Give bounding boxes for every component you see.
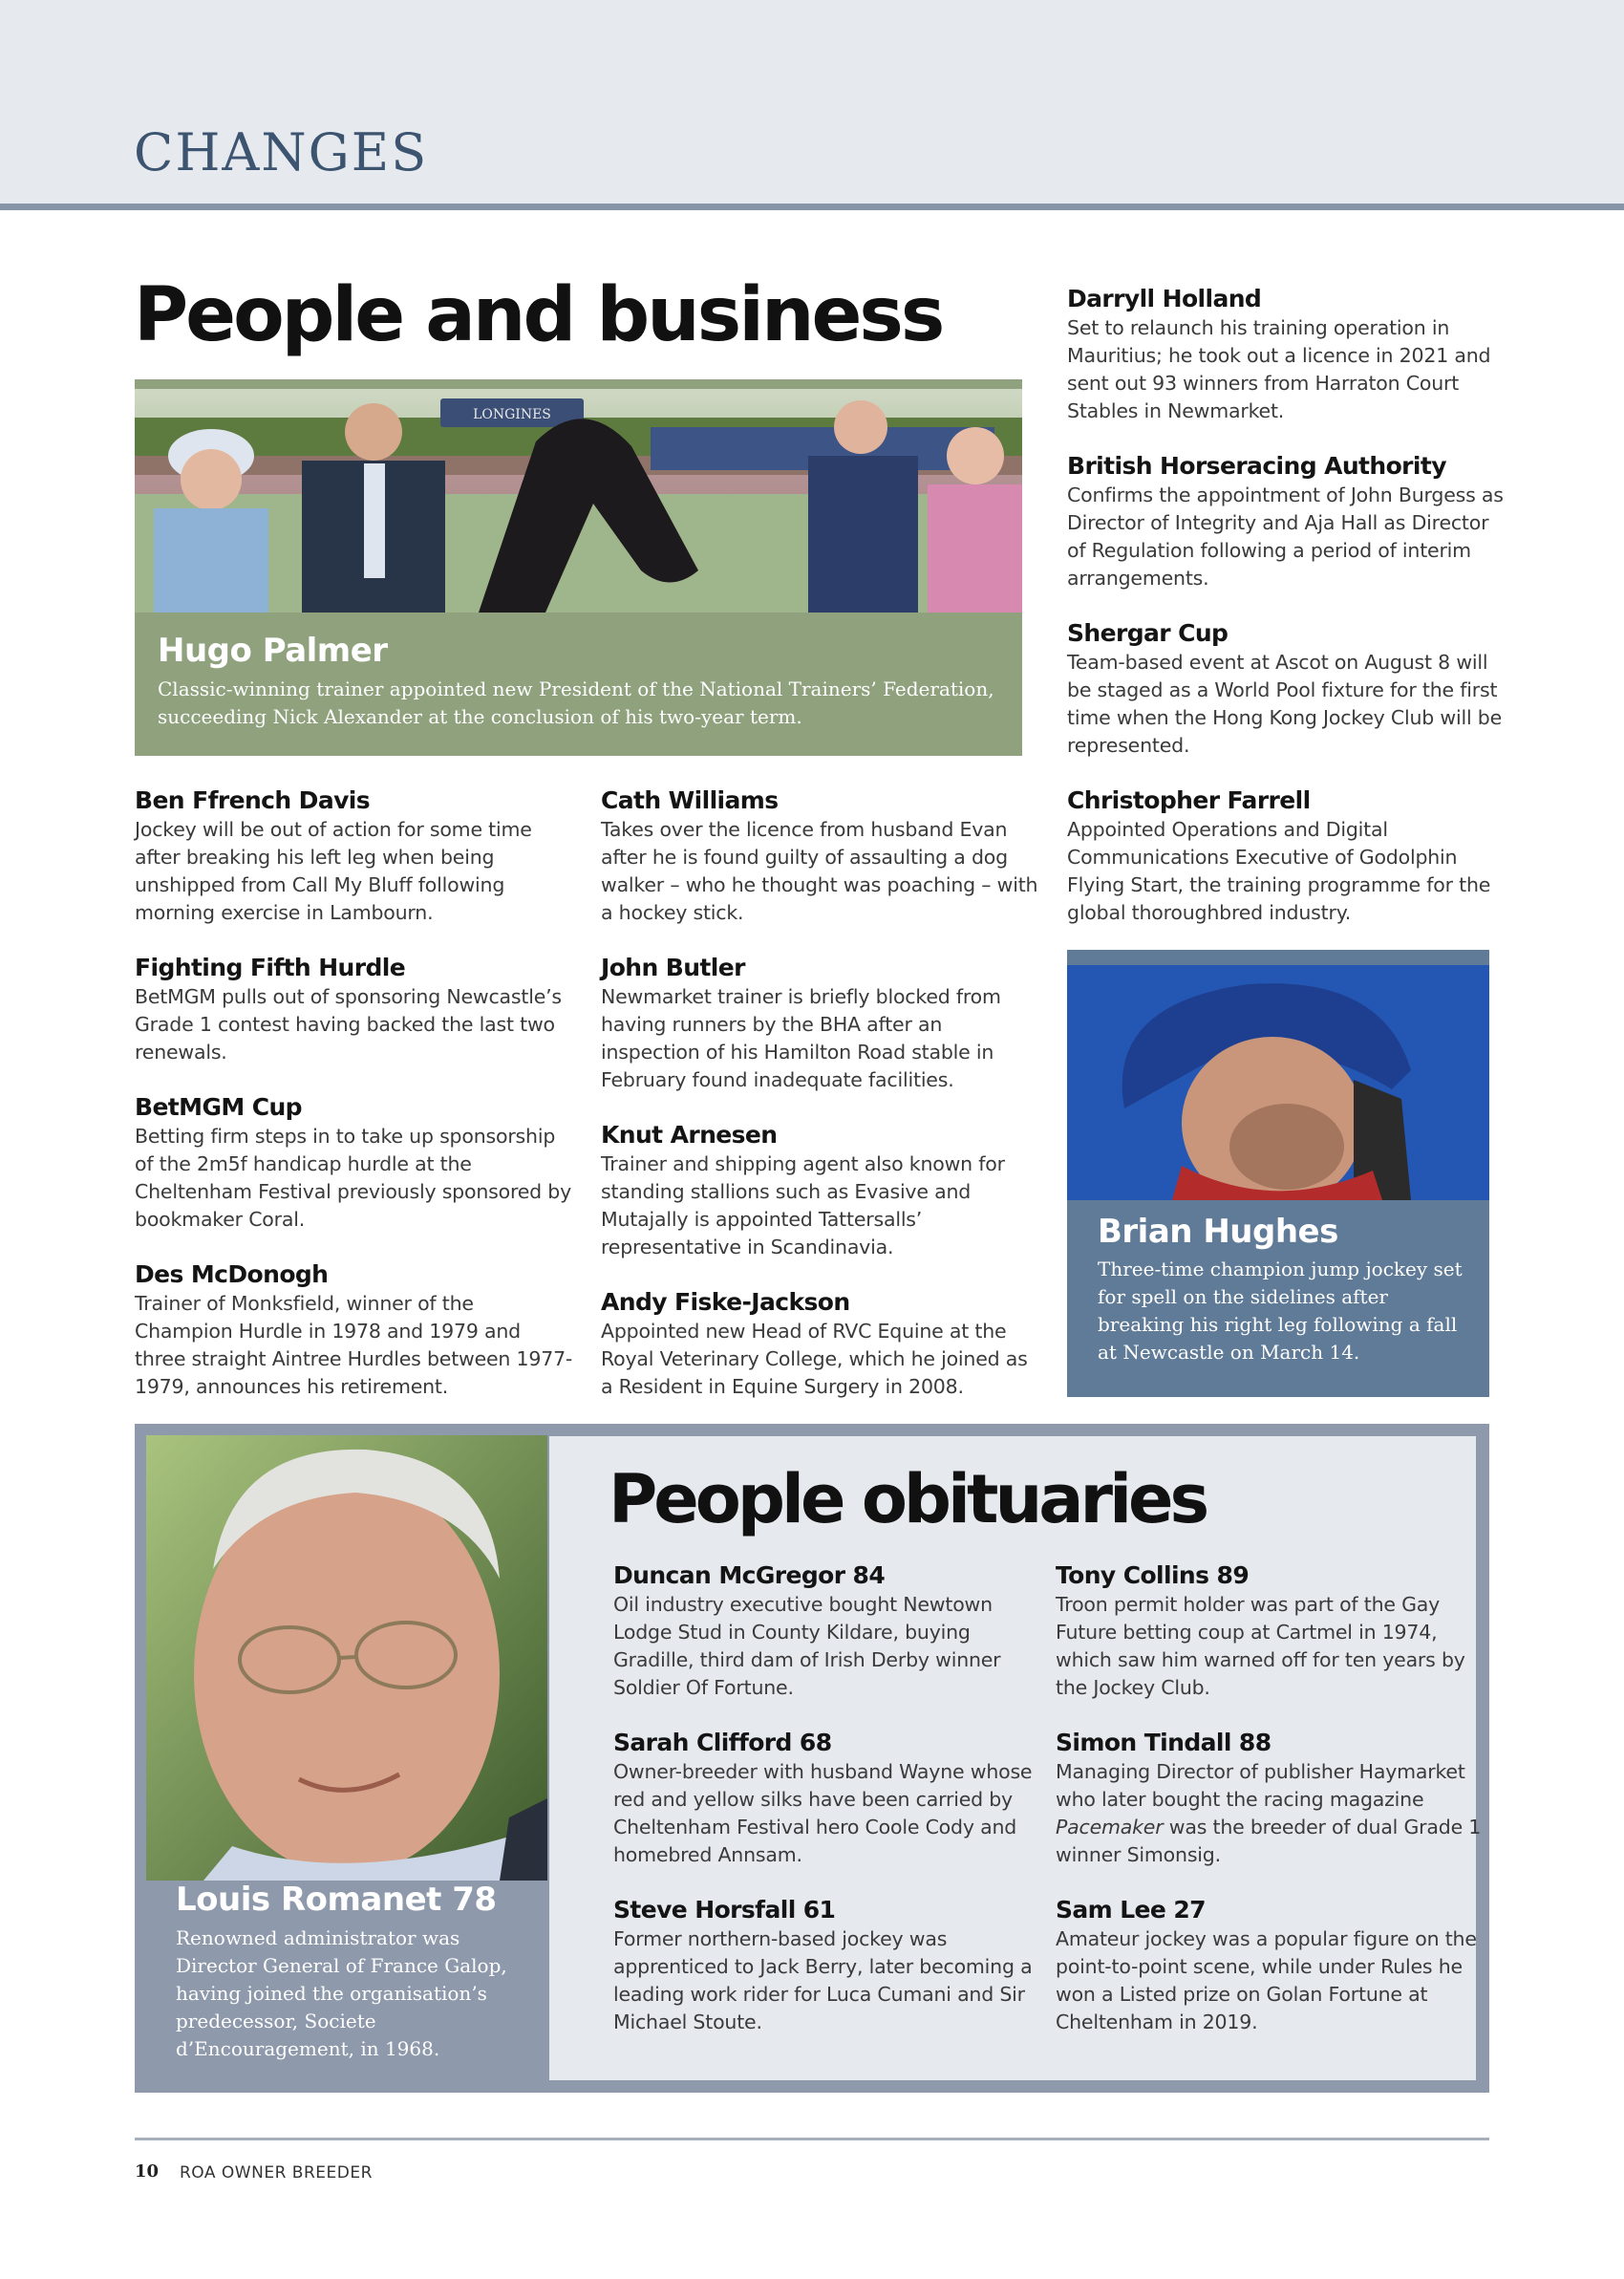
- entry-desc: Takes over the licence from husband Evan after he is found guilty of assaulting a dog walker – who he thought was poaching – with a hockey stick.: [601, 818, 1038, 924]
- entry-desc: Confirms the appointment of John Burgess as Director of Integrity and Aja Hall as Director of Regulation following a period of interim arrangements.: [1067, 484, 1504, 590]
- list-item: [1067, 284, 1506, 425]
- svg-text:LONGINES: LONGINES: [473, 407, 551, 422]
- publication-name: ROA OWNER BREEDER: [180, 2163, 373, 2182]
- obituary-item: [1056, 1560, 1495, 1702]
- obituary-desc-part: Managing Director of publisher Haymarket who later bought the racing magazine: [1056, 1760, 1465, 1811]
- obituaries-section: [135, 1424, 1489, 2093]
- obituary-desc-part: was the breeder of dual Grade 1 winner Simonsig.: [1056, 1816, 1482, 1866]
- list-item: [601, 1287, 1040, 1401]
- page-number: 10: [135, 2161, 160, 2182]
- entry-desc: Appointed new Head of RVC Equine at the Royal Veterinary College, which he joined as a Resident in Equine Surgery in 2008.: [601, 1320, 1028, 1398]
- obituary-desc: Owner-breeder with husband Wayne whose red and yellow silks have been carried by Cheltenham Festival hero Coole Cody and homebred Annsam.: [613, 1760, 1033, 1866]
- obituaries-title: People obituaries: [609, 1460, 1207, 1538]
- entry-name: Christopher Farrell: [1067, 786, 1311, 814]
- list-item: [1067, 451, 1506, 592]
- list-item: [135, 953, 574, 1066]
- obituary-desc: [1056, 1758, 1495, 1869]
- obituary-item: [613, 1560, 1053, 1702]
- footer-rule: [135, 2138, 1489, 2140]
- entry-name: BetMGM Cup: [135, 1093, 302, 1121]
- list-item: [601, 953, 1040, 1094]
- magazine-title: Pacemaker: [1056, 1816, 1164, 1838]
- list-item: [601, 1120, 1040, 1261]
- obituary-desc: Amateur jockey was a popular figure on the point-to-point scene, while under Rules he won a Listed prize on Golan Fortune at Cheltenham in 2019.: [1056, 1927, 1477, 2033]
- entry-name: Knut Arnesen: [601, 1121, 778, 1149]
- hugo-palmer-photo: [135, 389, 1022, 613]
- obituary-name: Sam Lee 27: [1056, 1896, 1206, 1924]
- entry-name: Ben Ffrench Davis: [135, 786, 371, 814]
- brian-hughes-photo: [1067, 965, 1489, 1200]
- entry-desc: Newmarket trainer is briefly blocked from having runners by the BHA after an inspection of his Hamilton Road stable in February found inadequate facilities.: [601, 985, 1001, 1091]
- brian-hughes-name: Brian Hughes: [1098, 1213, 1338, 1251]
- entry-desc: Trainer of Monksfield, winner of the Champion Hurdle in 1978 and 1979 and three straight Aintree Hurdles between 1977-1979, announces his retirement.: [135, 1292, 573, 1398]
- people-business-title: People and business: [134, 272, 943, 358]
- louis-romanet-name: Louis Romanet 78: [176, 1881, 497, 1919]
- list-item: [1067, 785, 1506, 927]
- obituary-name: Steve Horsfall 61: [613, 1896, 836, 1924]
- louis-romanet-desc: Renowned administrator was Director General of France Galop, having joined the organisation’s predecessor, Societe d’Encouragement, in 1968.: [176, 1926, 507, 2060]
- entry-name: Cath Williams: [601, 786, 779, 814]
- list-item: [135, 1259, 574, 1401]
- entry-name: Andy Fiske-Jackson: [601, 1288, 850, 1316]
- hugo-palmer-desc: Classic-winning trainer appointed new President of the National Trainers’ Federation, succeeding Nick Alexander at the conclusion of his two-year term.: [158, 677, 994, 728]
- entry-name: Darryll Holland: [1067, 285, 1262, 312]
- brian-hughes-desc: Three-time champion jump jockey set for spell on the sidelines after breaking his right leg following a fall at Newcastle on March 14.: [1098, 1258, 1463, 1364]
- louis-romanet-photo: [146, 1435, 547, 1881]
- entry-name: Fighting Fifth Hurdle: [135, 954, 406, 981]
- obituary-desc: Former northern-based jockey was apprenticed to Jack Berry, later becoming a leading work rider for Luca Cumani and Sir Michael Stoute.: [613, 1927, 1033, 2033]
- header-rule: [0, 204, 1624, 210]
- obituary-name: Duncan McGregor 84: [613, 1561, 886, 1589]
- obituary-item: [613, 1895, 1053, 2036]
- entry-desc: Appointed Operations and Digital Communications Executive of Godolphin Flying Start, the training programme for the global thoroughbred industry.: [1067, 818, 1491, 924]
- obituary-item: [1056, 1728, 1495, 1869]
- obituary-name: Simon Tindall 88: [1056, 1729, 1271, 1756]
- section-title: CHANGES: [134, 122, 429, 183]
- list-item: [135, 1092, 574, 1234]
- hugo-palmer-name: Hugo Palmer: [158, 632, 388, 670]
- obituary-desc: Troon permit holder was part of the Gay Future betting coup at Cartmel in 1974, which saw him warned off for ten years by the Jockey Club.: [1056, 1593, 1465, 1699]
- entry-desc: Jockey will be out of action for some time after breaking his left leg when being unshipped from Call My Bluff following morning exercise in Lambourn.: [135, 818, 532, 924]
- entry-desc: Trainer and shipping agent also known for standing stallions such as Evasive and Mutajally is appointed Tattersalls’ representative in Scandinavia.: [601, 1152, 1005, 1258]
- entry-name: Shergar Cup: [1067, 619, 1229, 647]
- entry-desc: Team-based event at Ascot on August 8 will be staged as a World Pool fixture for the first time when the Hong Kong Jockey Club will be represented.: [1067, 651, 1503, 757]
- obituary-desc: Oil industry executive bought Newtown Lodge Stud in County Kildare, buying Gradille, third dam of Irish Derby winner Soldier Of Fortune.: [613, 1593, 1001, 1699]
- obituary-item: [1056, 1895, 1495, 2036]
- entry-name: John Butler: [601, 954, 745, 981]
- list-item: [1067, 618, 1506, 760]
- obituary-item: [613, 1728, 1053, 1869]
- entry-desc: BetMGM pulls out of sponsoring Newcastle’s Grade 1 contest having backed the last two renewals.: [135, 985, 562, 1064]
- entry-name: British Horseracing Authority: [1067, 452, 1446, 480]
- hugo-palmer-feature: [135, 379, 1022, 756]
- entry-desc: Set to relaunch his training operation in Mauritius; he took out a licence in 2021 and sent out 93 winners from Harraton Court Stables in Newmarket.: [1067, 316, 1491, 422]
- list-item: [601, 785, 1040, 927]
- obituary-name: Sarah Clifford 68: [613, 1729, 832, 1756]
- brian-hughes-feature: [1067, 950, 1489, 1397]
- obituary-name: Tony Collins 89: [1056, 1561, 1250, 1589]
- entry-name: Des McDonogh: [135, 1260, 329, 1288]
- list-item: [135, 785, 574, 927]
- entry-desc: Betting firm steps in to take up sponsorship of the 2m5f handicap hurdle at the Cheltenham Festival previously sponsored by bookmaker Coral.: [135, 1125, 572, 1231]
